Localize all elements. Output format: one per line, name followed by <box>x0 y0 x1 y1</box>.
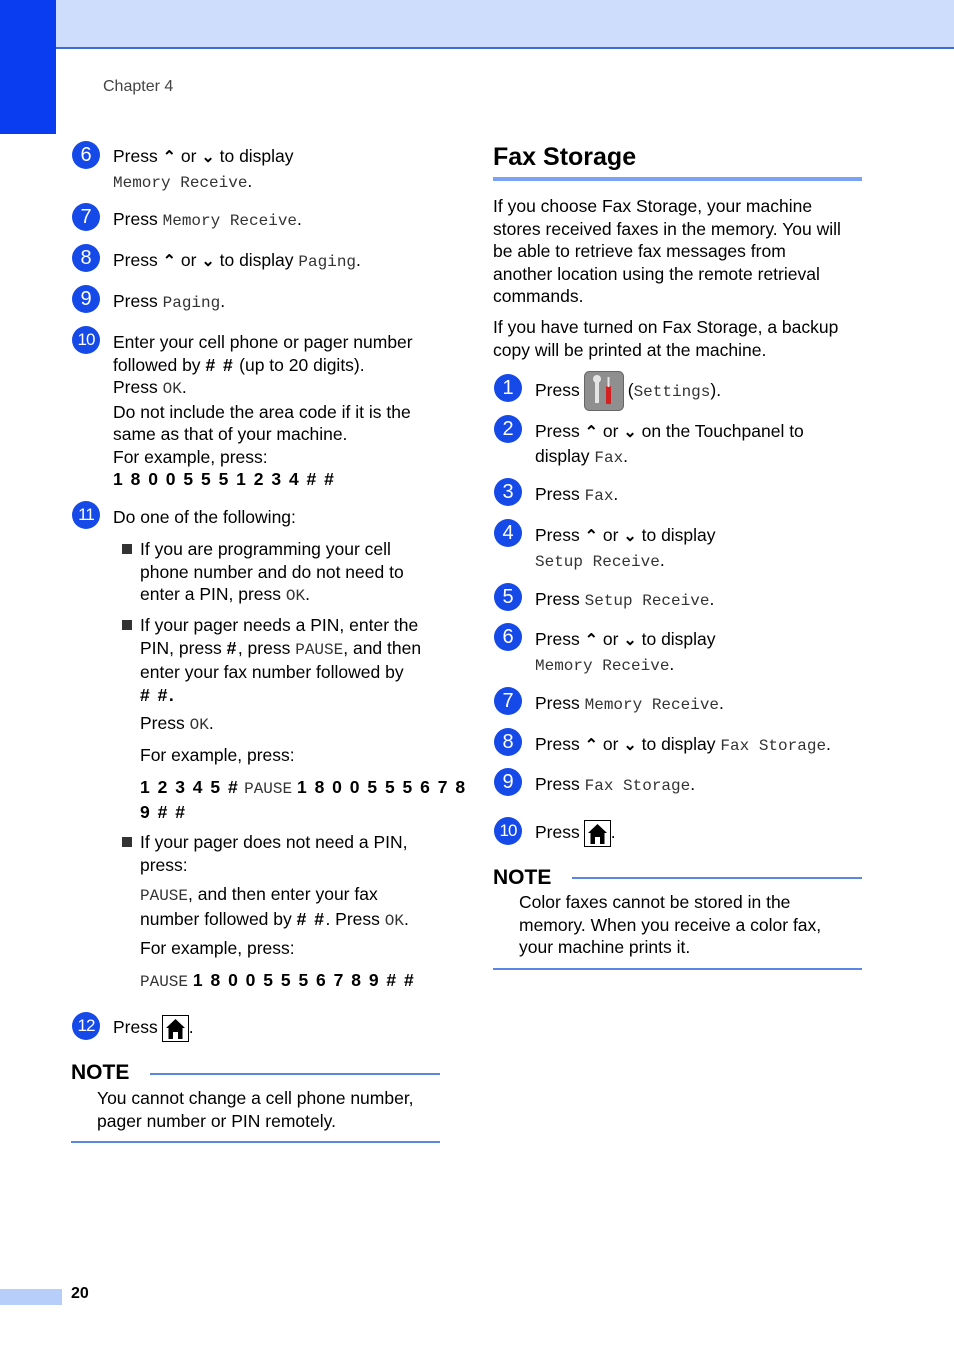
step-number: 8 <box>72 244 100 272</box>
right-step-1: Press (Settings). <box>535 370 721 412</box>
chevron-down-icon: ⌄ <box>201 253 215 270</box>
left-step-11-option-2-forex: For example, press: <box>140 745 295 765</box>
left-step-11-option-2-press: Press OK. <box>140 713 214 734</box>
chevron-down-icon: ⌄ <box>201 149 215 166</box>
chevron-down-icon: ⌄ <box>623 424 637 441</box>
chevron-up-icon: ⌃ <box>584 632 599 649</box>
page-number: 20 <box>71 1285 89 1302</box>
intro-paragraph-2: If you have turned on Fax Storage, a backup copy will be printed at the machine. <box>493 317 839 360</box>
step-number: 7 <box>72 203 100 231</box>
step-number: 10 <box>494 817 522 845</box>
chevron-down-icon: ⌄ <box>623 737 637 754</box>
left-step-8: Press ⌃ or ⌄ to display Paging. <box>113 249 361 274</box>
left-step-11-option-2-example: 1 2 3 4 5 # PAUSE 1 8 0 0 5 5 5 6 7 8 9 # # <box>140 777 467 822</box>
bullet-square <box>122 837 132 847</box>
right-step-5: Press Setup Receive. <box>535 589 715 610</box>
chevron-up-icon: ⌃ <box>584 528 599 545</box>
step-number: 8 <box>494 728 522 756</box>
left-step-11-option-3: If your pager does not need a PIN, press: <box>140 832 408 875</box>
step-number: 7 <box>494 687 522 715</box>
step-number: 9 <box>72 285 100 313</box>
section-title: Fax Storage <box>493 143 637 171</box>
left-step-12: Press . <box>113 1015 194 1042</box>
step-number: 6 <box>72 141 100 169</box>
left-step-10: Enter your cell phone or pager number followed by # # (up to 20 digits). Press OK. Do not include the area code if it is the same as that of your machine. For example, press: 1 8 0 0 5 5 5 1 2 3 4 # # <box>113 332 413 489</box>
chevron-up-icon: ⌃ <box>584 737 599 754</box>
left-step-11-option-3-forex: For example, press: <box>140 938 295 958</box>
right-step-6: Press ⌃ or ⌄ to display Memory Receive. <box>535 629 716 675</box>
right-step-7: Press Memory Receive. <box>535 693 724 714</box>
title-rule <box>493 177 862 181</box>
step-number: 2 <box>494 415 522 443</box>
right-step-2: Press ⌃ or ⌄ on the Touchpanel to display Fax. <box>535 421 804 467</box>
step-number: 9 <box>494 768 522 796</box>
step-number: 5 <box>494 583 522 611</box>
step-number: 4 <box>494 519 522 547</box>
right-step-10: Press . <box>535 820 616 847</box>
right-step-9: Press Fax Storage. <box>535 774 696 795</box>
bullet-square <box>122 620 132 630</box>
home-icon <box>584 820 611 847</box>
right-step-8: Press ⌃ or ⌄ to display Fax Storage. <box>535 733 831 758</box>
chevron-down-icon: ⌄ <box>623 632 637 649</box>
note-heading: NOTE <box>71 1061 130 1084</box>
left-step-11-option-1: If you are programming your cell phone number and do not need to enter a PIN, press OK. <box>140 539 404 605</box>
note-bottom-rule <box>493 968 862 970</box>
note-bottom-rule <box>71 1141 440 1143</box>
note-top-rule <box>572 877 862 879</box>
left-step-11-option-2: If your pager needs a PIN, enter the PIN, press #, press PAUSE, and then enter your fax number followed by # #. <box>140 615 422 705</box>
header-bar <box>56 0 954 49</box>
left-step-6: Press ⌃ or ⌄ to display Memory Receive. <box>113 146 294 192</box>
step-number: 1 <box>494 374 522 402</box>
right-step-3: Press Fax. <box>535 484 619 505</box>
left-step-11-intro: Do one of the following: <box>113 507 296 527</box>
footer-bar <box>0 1289 62 1305</box>
chevron-down-icon: ⌄ <box>623 528 637 545</box>
step-number: 3 <box>494 478 522 506</box>
step-number: 10 <box>72 326 100 354</box>
note-heading: NOTE <box>493 866 552 889</box>
intro-paragraph-1: If you choose Fax Storage, your machine stores received faxes in the memory. You will be able to retrieve fax messages from another location using the remote retrieval commands. <box>493 196 841 306</box>
left-step-9: Press Paging. <box>113 291 226 312</box>
home-icon <box>162 1015 189 1042</box>
step-number: 12 <box>72 1012 100 1040</box>
left-step-7: Press Memory Receive. <box>113 209 302 230</box>
chevron-up-icon: ⌃ <box>584 424 599 441</box>
settings-tools-icon <box>584 371 624 411</box>
chapter-label: Chapter 4 <box>103 78 174 95</box>
step-number: 6 <box>494 623 522 651</box>
note-top-rule <box>150 1073 440 1075</box>
step-number: 11 <box>72 501 100 529</box>
chevron-up-icon: ⌃ <box>162 149 177 166</box>
right-step-4: Press ⌃ or ⌄ to display Setup Receive. <box>535 525 716 571</box>
bullet-square <box>122 544 132 554</box>
note-text: You cannot change a cell phone number, pager number or PIN remotely. <box>97 1088 414 1131</box>
left-step-11-option-3-detail: PAUSE, and then enter your fax number followed by # #. Press OK. <box>140 884 409 930</box>
chapter-tab <box>0 0 56 134</box>
left-step-11-option-3-example: PAUSE 1 8 0 0 5 5 5 6 7 8 9 # # <box>140 970 416 991</box>
note-text: Color faxes cannot be stored in the memory. When you receive a color fax, your machine prints it. <box>519 892 822 957</box>
chevron-up-icon: ⌃ <box>162 253 177 270</box>
